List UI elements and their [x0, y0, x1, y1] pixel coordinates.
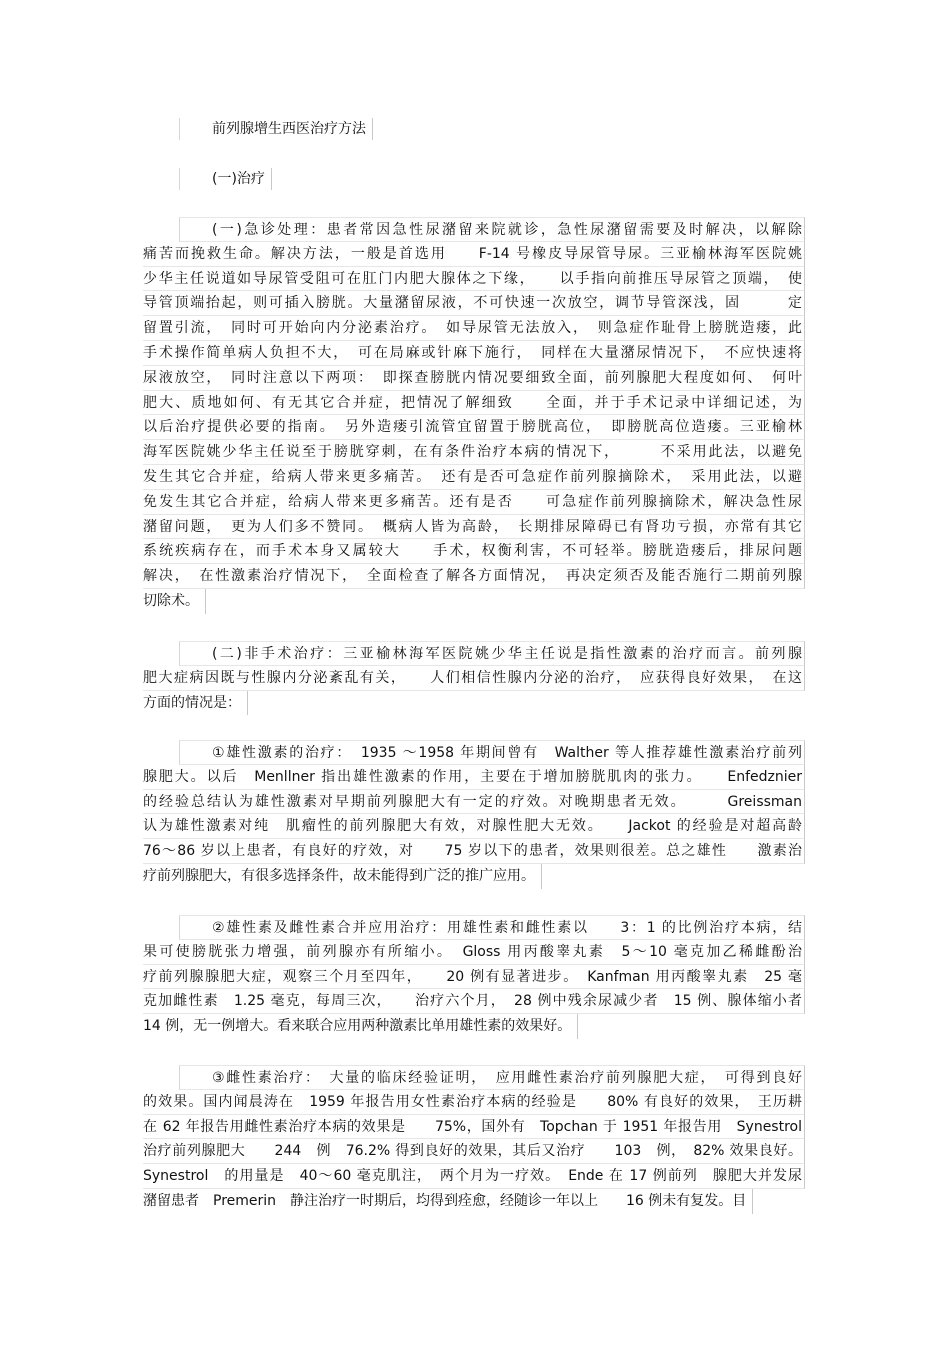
paragraph-nonsurgical: [143, 641, 805, 719]
text-line: 疗前列腺腺肥大症，观察三个月至四年， 20 例有显著进步。 Kanfman 用丙酸睾丸素 25 毫: [143, 965, 805, 990]
paragraph-androgen: [143, 740, 805, 893]
text-line: 肥大、质地如何、有无其它合并症，把情况了解细致 全面，并于手术记录中详细记述，为: [143, 391, 805, 416]
text-line: 解决， 在性激素治疗情况下， 全面检查了解各方面情况， 再决定须否及能否施行二期前列腺: [143, 564, 805, 589]
text-line: Synestrol 的用量是 40～60 毫克肌注， 两个月为一疗效。 Ende 在 17 例前列 腺肥大并发尿: [143, 1164, 805, 1189]
text-line: 的效果。国内闻晨涛在 1959 年报告用女性素治疗本病的经验是 80% 有良好的效果， 王历耕: [143, 1090, 805, 1115]
text-line: ②雄性素及雌性素合并应用治疗：用雄性素和雌性素以 3：1 的比例治疗本病，结: [179, 915, 805, 940]
text-line: 海军医院姚少华主任说至于膀胱穿刺，在有条件治疗本病的情况下， 不采用此法，以避免: [143, 440, 805, 465]
paragraph-estrogen: [143, 1065, 805, 1218]
text-line: 的经验总结认为雄性激素对早期前列腺肥大有一定的疗效。对晚期患者无效。 Greissman: [143, 790, 805, 815]
text-line: ③雌性素治疗： 大量的临床经验证明， 应用雌性素治疗前列腺肥大症， 可得到良好: [179, 1065, 805, 1090]
text-line: 留置引流， 同时可开始向内分泌素治疗。 如导尿管无法放入， 则急症作耻骨上膀胱造瘘，此: [143, 316, 805, 341]
text-line: 方面的情况是：: [143, 691, 248, 716]
text-line: ①雄性激素的治疗： 1935 ～1958 年期间曾有 Walther 等人推荐雄性激素治疗前列: [179, 740, 805, 765]
text-line: 发生其它合并症，给病人带来更多痛苦。 还有是否可急症作前列腺摘除术， 采用此法，以避: [143, 465, 805, 490]
text-line: 切除术。: [143, 589, 206, 614]
text-line: 在 62 年报告用雌性素治疗本病的效果是 75%，国外有 Topchan 于 1951 年报告用 Synestrol: [143, 1115, 805, 1140]
text-line: 76～86 岁以上患者，有良好的疗效，对 75 岁以下的患者，效果则很差。总之雄性 激素治: [143, 839, 805, 864]
text-line: (一)急诊处理：患者常因急性尿潴留来院就诊，急性尿潴留需要及时解决，以解除: [179, 217, 805, 242]
text-line: 导管顶端抬起，则可插入膀胱。大量潴留尿液，不可快速一次放空，调节导管深浅，固 定: [143, 291, 805, 316]
text-line: 果可使膀胱张力增强，前列腺亦有所缩小。 Gloss 用丙酸睾丸素 5～10 毫克加乙稀雌酚治: [143, 940, 805, 965]
text-line: 少华主任说道如导尿管受阻可在肛门内肥大腺体之下缘， 以手指向前推压导尿管之顶端， 使: [143, 267, 805, 292]
text-line: 疗前列腺肥大，有很多选择条件，故未能得到广泛的推广应用。: [143, 864, 542, 889]
text-line: 克加雌性素 1.25 毫克，每周三次， 治疗六个月， 28 例中残余尿减少者 15 例、腺体缩小者: [143, 989, 805, 1014]
text-line: 痛苦而挽救生命。解决方法，一般是首选用 F-14 号橡皮导尿管导尿。三亚榆林海军医院姚: [143, 242, 805, 267]
paragraph-emergency: [143, 217, 805, 618]
section-heading: (一)治疗: [179, 168, 272, 190]
text-line: 潴留问题， 更为人们多不赞同。 概病人皆为高龄， 长期排尿障碍已有肾功亏损，亦常有其它: [143, 515, 805, 540]
text-line: 免发生其它合并症，给病人带来更多痛苦。还有是否 可急症作前列腺摘除术，解决急性尿: [143, 490, 805, 515]
document-title: 前列腺增生西医治疗方法: [179, 118, 373, 140]
text-line: (二)非手术治疗：三亚榆林海军医院姚少华主任说是指性激素的治疗而言。前列腺: [179, 641, 805, 666]
text-line: 潴留患者 Premerin 静注治疗一时期后，均得到痊愈，经随诊一年以上 16 例未有复发。目: [143, 1189, 753, 1214]
text-line: 手术操作简单病人负担不大， 可在局麻或针麻下施行， 同样在大量潴尿情况下， 不应快速将: [143, 341, 805, 366]
text-line: 肥大症病因既与性腺内分泌紊乱有关， 人们相信性腺内分泌的治疗， 应获得良好效果， 在这: [143, 666, 805, 691]
text-line: 治疗前列腺肥大 244 例 76.2% 得到良好的效果，其后又治疗 103 例， 82% 效果良好。: [143, 1139, 805, 1164]
text-line: 认为雄性激素对纯 肌瘤性的前列腺肥大有效，对腺性肥大无效。 Jackot 的经验是对超高龄: [143, 814, 805, 839]
text-line: 系统疾病存在，而手术本身又属较大 手术，权衡利害，不可轻举。膀胱造瘘后，排尿问题: [143, 539, 805, 564]
text-line: 以后治疗提供必要的指南。 另外造瘘引流管宜留置于膀胱高位， 即膀胱高位造瘘。三亚榆林: [143, 415, 805, 440]
text-line: 14 例，无一例增大。看来联合应用两种激素比单用雄性素的效果好。: [143, 1014, 578, 1039]
text-line: 尿液放空， 同时注意以下两项： 即探查膀胱内情况要细致全面，前列腺肥大程度如何、 何叶: [143, 366, 805, 391]
paragraph-combined-hormone: [143, 915, 805, 1043]
text-line: 腺肥大。以后 Menllner 指出雄性激素的作用，主要在于增加膀胱肌肉的张力。 Enfedznier: [143, 765, 805, 790]
